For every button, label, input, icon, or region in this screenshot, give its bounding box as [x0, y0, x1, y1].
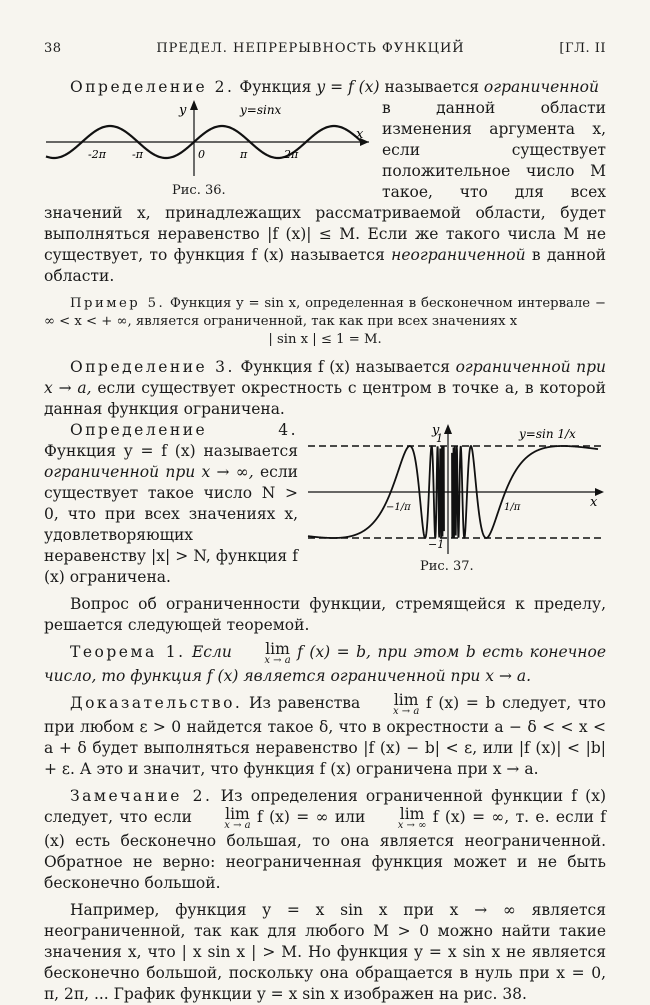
lim: lim: [393, 691, 419, 709]
text: Функция y = sin x, определенная в бесконечном интервале − ∞ < x < + ∞, является ограниченной, так как при всех значениях x: [44, 296, 606, 329]
theorem-1: [44, 642, 606, 687]
question-paragraph: Вопрос об ограниченности функции, стремящейся к пределу, решается следующей теоремой.: [44, 595, 606, 634]
y-label: y: [179, 103, 187, 118]
text: в данной области.: [44, 246, 606, 285]
term-bounded: ограниченной: [483, 78, 599, 96]
definition-2-label: Определение 2.: [70, 78, 235, 96]
page: [44, 38, 606, 1005]
text: в данной области изменения аргумента x, если существует положительное число M такое, что для всех значений x, принадлежащих рассматриваемой области, будет выполняться неравенство |f (x)| ≤ M. Если же такого числа M не существует, то функция f (x) называется: [44, 99, 606, 264]
text: если существует такое число N > 0, что при всех значениях x, удовлетворяющих неравенству |x| > N, функция f (x) ограничена.: [44, 463, 298, 586]
text: f (x) = ∞, т. е. если f (x) есть бесконечно большая, то она является неограниченной. Обратное не верно: неограниченная функция может и не быть бесконечно большой.: [44, 808, 607, 892]
text: Если: [191, 643, 232, 661]
proof: [44, 693, 606, 780]
definition-2-intro: [44, 77, 606, 98]
page-number: 38: [44, 41, 62, 56]
limit-notation: [198, 807, 250, 831]
lim: lim: [265, 640, 290, 658]
text: f (x) = ∞ или: [256, 808, 366, 826]
term: ограниченной при x → ∞,: [44, 463, 254, 481]
running-header: [44, 38, 606, 59]
x-label: x: [356, 127, 364, 142]
term: ограниченной при x → a,: [44, 358, 606, 397]
formula: y = f (x): [316, 78, 380, 96]
text: f (x) = b, при этом b есть конечное число, то функция f (x) является ограниченной при x → a.: [44, 643, 607, 685]
text: называется: [384, 78, 479, 96]
text: Из определения ограниченной функции f (x) следует, что если: [44, 787, 606, 826]
text: если существует окрестность с центром в точке a, в которой данная функция ограничена.: [44, 379, 606, 418]
lim-sub: x → a: [264, 655, 291, 666]
figure-37: [306, 422, 606, 582]
definition-3: [44, 357, 606, 420]
figure-36: [44, 98, 374, 198]
tick-label: -π: [132, 148, 143, 161]
function-label: y=sinx: [240, 103, 282, 117]
final-paragraph: Например, функция y = x sin x при x → ∞ является неограниченной, так как для любого M > 0 можно найти такие значения x, что | x sin x | > M. Но функция y = x sin x не является бесконечно большой, поскольку она обращается в нуль при x = 0, π, 2π, ... График функции y = x sin x изображен на рис. 38.: [44, 901, 606, 1003]
lim-sub: x → ∞: [397, 820, 427, 831]
function-label: y=sin 1/x: [519, 427, 576, 441]
x-label: x: [590, 495, 598, 510]
lim: lim: [225, 805, 250, 823]
sine-graph: [44, 98, 374, 178]
limit-notation: [372, 807, 427, 831]
text: Из равенства: [249, 694, 361, 712]
lim-sub: x → a: [224, 820, 251, 831]
chapter-ref: [ГЛ. II: [559, 41, 606, 56]
figure-36-caption: Рис. 36.: [172, 183, 226, 198]
y-label: y: [432, 423, 440, 438]
text: Функция y = f (x) называется: [44, 442, 298, 460]
figure-37-caption: Рис. 37.: [420, 559, 474, 574]
tick-minus-one: −1: [428, 538, 445, 551]
tick-label: 0: [198, 148, 205, 161]
y-axis-arrow-icon: [190, 100, 198, 110]
example-5-formula: | sin x | ≤ 1 = M.: [268, 332, 382, 347]
running-title: ПРЕДЕЛ. НЕПРЕРЫВНОСТЬ ФУНКЦИЙ: [156, 41, 465, 56]
x-tick-positive: 1/π: [504, 502, 521, 513]
x-tick-negative: −1/π: [386, 502, 411, 513]
tick-label: π: [240, 148, 248, 161]
definition-4-label: Определение 4.: [70, 421, 298, 439]
tick-label: -2π: [88, 148, 106, 161]
remark-2-label: Замечание 2.: [70, 787, 213, 805]
tick-label: 2π: [284, 148, 299, 161]
example-5-label: Пример 5.: [70, 296, 166, 311]
limit-notation: [367, 693, 419, 717]
text: Функция f (x) называется: [240, 358, 451, 376]
text: f (x) = b следует, что при любом ε > 0 найдется такое δ, что в окрестности a − δ < < x < a + δ будет выполняться неравенство |f (x) − b| < ε, или |f (x)| < |b| + ε. А это и значит, что функция f (x) ограничена при x → a.: [44, 694, 606, 778]
lim-sub: x → a: [392, 706, 420, 717]
proof-label: Доказательство.: [70, 694, 243, 712]
sin-1-over-x-graph: [306, 422, 606, 557]
remark-2: [44, 786, 606, 894]
definition-3-label: Определение 3.: [70, 358, 235, 376]
text: Функция: [239, 78, 312, 96]
y-axis-arrow-icon: [444, 424, 452, 434]
term-unbounded: неограниченной: [391, 246, 526, 264]
lim: lim: [399, 805, 425, 823]
limit-notation: [238, 642, 290, 666]
tick-plus-one: 1: [436, 432, 443, 445]
theorem-1-label: Теорема 1.: [70, 643, 186, 661]
example-5: [44, 295, 606, 331]
